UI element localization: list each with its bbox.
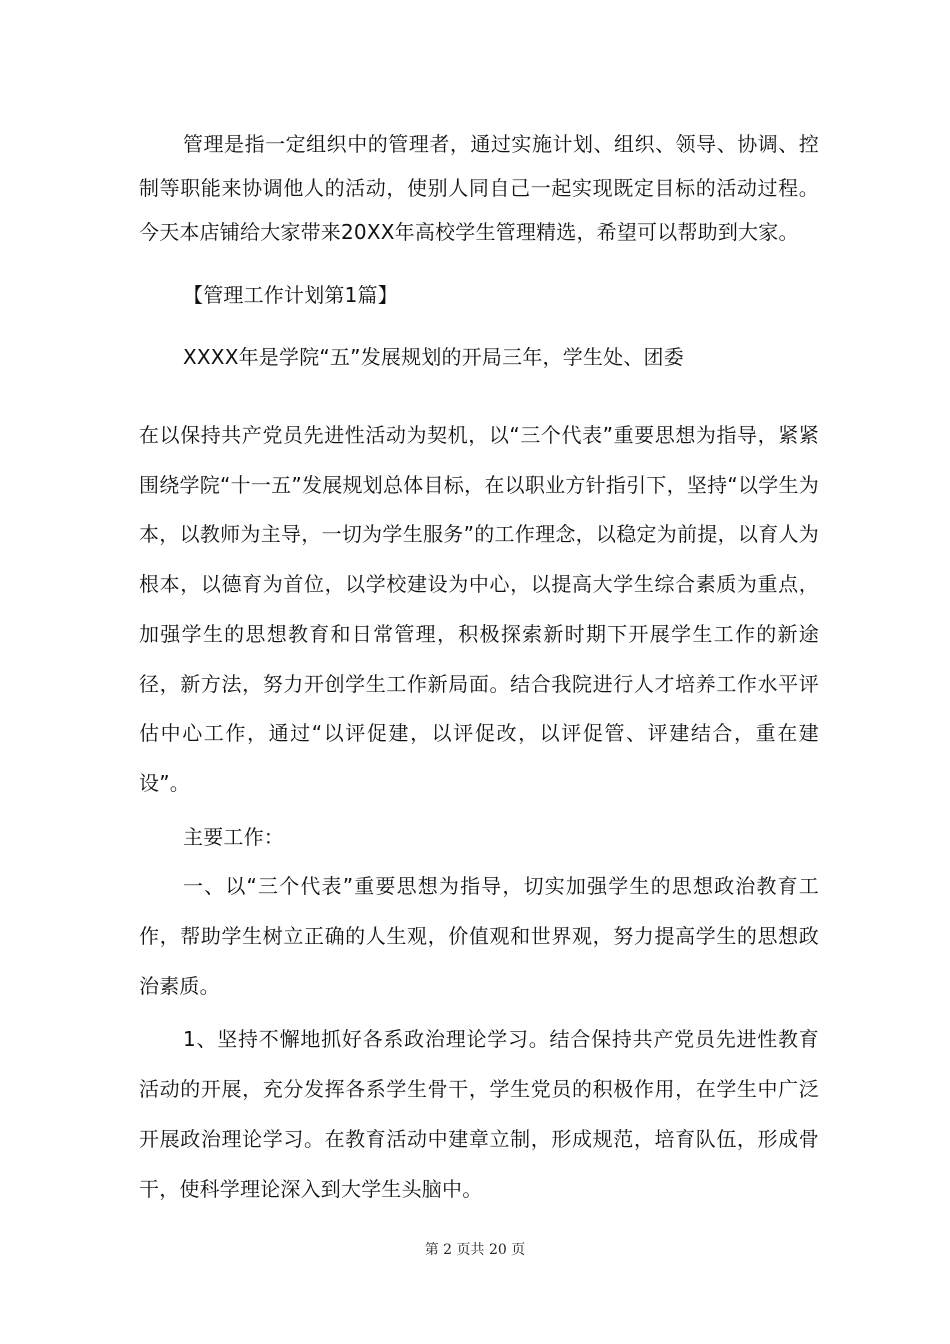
page-footer: 第 2 页共 20 页 bbox=[424, 1242, 526, 1258]
section-heading: 【管理工作计划第1篇】 bbox=[183, 283, 398, 307]
work-item-1: 一、以“三个代表”重要思想为指导，切实加强学生的思想政治教育工作，帮助学生树立正确的人生观，价值观和世界观，努力提高学生的思想政治素质。 bbox=[139, 874, 819, 998]
intro-paragraph: 管理是指一定组织中的管理者，通过实施计划、组织、领导、协调、控制等职能来协调他人的活动，使别人同自己一起实现既定目标的活动过程。今天本店铺给大家带来20XX年高校学生管理精选，希望可以帮助到大家。 bbox=[139, 132, 819, 244]
work-item-1-1: 1、坚持不懈地抓好各系政治理论学习。结合保持共产党员先进性教育活动的开展，充分发挥各系学生骨干，学生党员的积极作用，在学生中广泛开展政治理论学习。在教育活动中建章立制，形成规范，培育队伍，形成骨干，使科学理论深入到大学生头脑中。 bbox=[139, 1027, 819, 1201]
document-body bbox=[139, 122, 819, 1214]
paragraph-1: 在以保持共产党员先进性活动为契机，以“三个代表”重要思想为指导，紧紧围绕学院“十一五”发展规划总体目标，在以职业方针指引下，坚持“以学生为本，以教师为主导，一切为学生服务”的工作理念，以稳定为前提，以育人为根本，以德育为首位，以学校建设为中心，以提高大学生综合素质为重点，加强学生的思想教育和日常管理，积极探索新时期下开展学生工作的新途径，新方法，努力开创学生工作新局面。结合我院进行人才培养工作水平评估中心工作，通过“以评促建，以评促改，以评促管、评建结合，重在建设”。 bbox=[139, 423, 819, 795]
opening-line: XXXX年是学院“五”发展规划的开局三年，学生处、团委 bbox=[183, 345, 684, 369]
main-work-label: 主要工作： bbox=[183, 824, 284, 849]
